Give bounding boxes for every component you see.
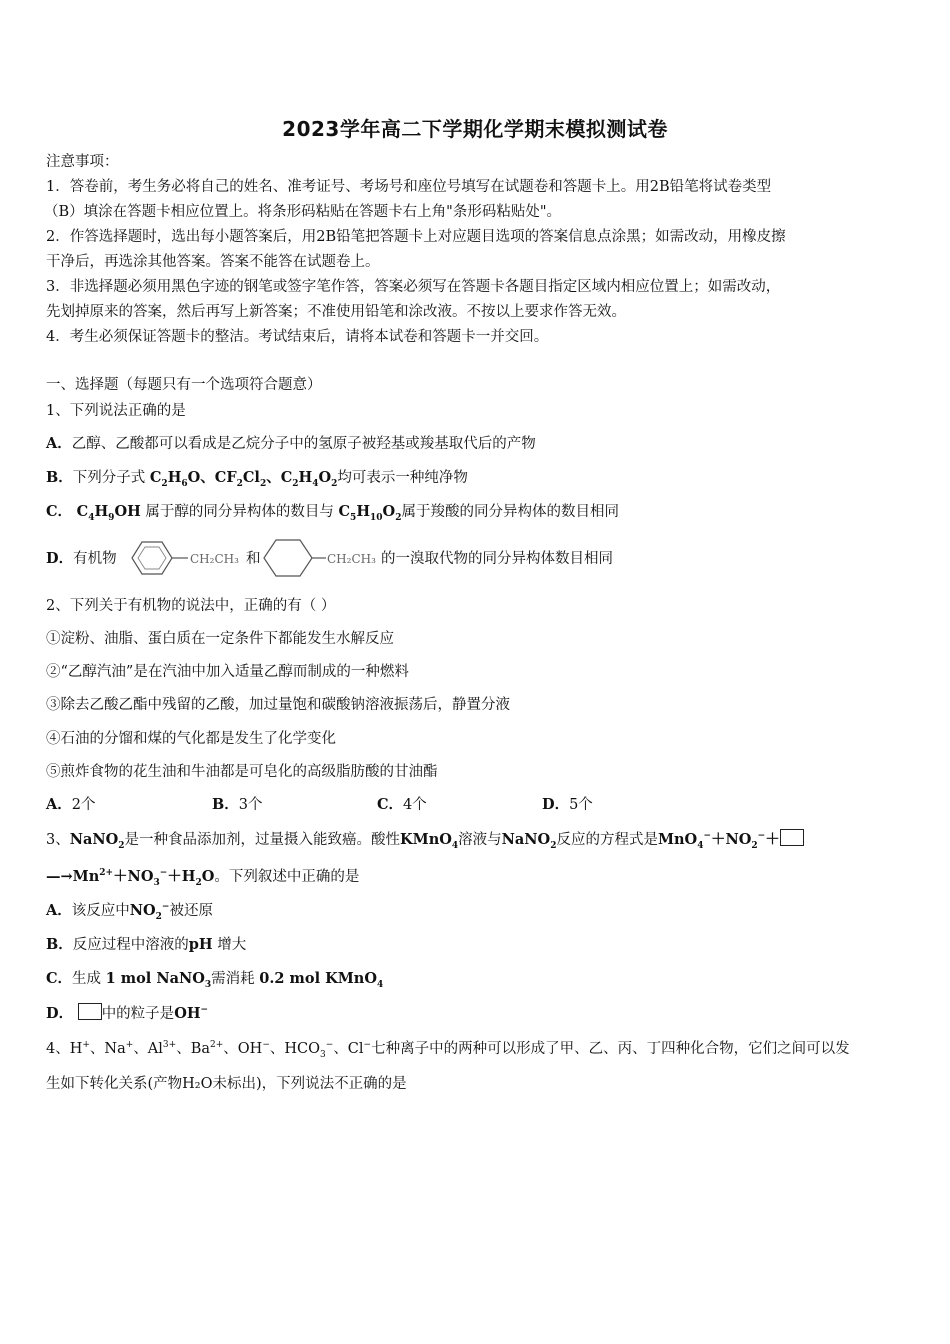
ethyl-label: CH₂CH₃ — [327, 552, 376, 566]
q4-stem-line1: 4、H+、Na+、$Al^{3+}$、$Ba^{2+}$、OH−、$HCO_3^-$、Cl−七种离子中的两种可以形成了甲、乙、丙、丁四种化合物，它们之间可以发 — [46, 1040, 850, 1060]
q1-d-post: 的一溴取代物的同分异构体数目相同 — [381, 551, 613, 567]
q1-option-b: B．下列分子式 $C_2H_6O$、$CF_2Cl_2$、$C_2H_4O_2$均可表示一种纯净物 — [46, 469, 468, 489]
q2-item: ②“乙醇汽油”是在汽油中加入适量乙醇而制成的一种燃料 — [46, 664, 409, 680]
q3-equation-line: $—\to Mn^{2+}+NO_3^-+H_2O$。下列叙述中正确的是 — [46, 868, 360, 888]
q3-stem: 3、NaNO$_2$是一种食品添加剂，过量摄入能致癌。酸性KMnO$_4$溶液与NaNO$_2$反应的方程式是$MnO_4^-+NO_2^-+$ — [46, 829, 804, 850]
q3-option-c: C．生成 1 mol NaNO$_3$需消耗 0.2 mol KMnO$_4$ — [46, 970, 384, 990]
page-title: 2023学年高二下学期化学期末模拟测试卷 — [282, 117, 668, 141]
q2-stem: 2、下列关于有机物的说法中，正确的有（ ） — [46, 598, 336, 614]
notice-line: 4．考生必须保证答题卡的整洁。考试结束后，请将本试卷和答题卡一并交回。 — [46, 329, 549, 345]
q3-option-b: B．反应过程中溶液的pH 增大 — [46, 936, 247, 953]
ethylcyclohexane-structure — [262, 536, 382, 580]
q1-option-c: C． $C_4H_9OH$ 属于醇的同分异构体的数目与 $C_5H_{10}O_2$属于羧酸的同分异构体的数目相同 — [46, 503, 619, 523]
q2-item: ③除去乙酸乙酯中残留的乙酸，加过量饱和碳酸钠溶液振荡后，静置分液 — [46, 697, 510, 713]
q2-option-d: D．5个 — [542, 796, 593, 813]
notice-heading: 注意事项： — [46, 154, 119, 170]
q2-item: ①淀粉、油脂、蛋白质在一定条件下都能发生水解反应 — [46, 631, 394, 647]
notice-line: （B）填涂在答题卡相应位置上。将条形码粘贴在答题卡右上角"条形码粘贴处"。 — [44, 204, 561, 220]
notice-line: 先划掉原来的答案，然后再写上新答案；不准使用铅笔和涂改液。不按以上要求作答无效。 — [46, 304, 626, 320]
q2-item: ④石油的分馏和煤的气化都是发生了化学变化 — [46, 731, 336, 747]
answer-blank-box — [78, 1003, 102, 1020]
notice-line: 3．非选择题必须用黑色字迹的钢笔或签字笔作答，答案必须写在答题卡各题目指定区域内相应位置上；如需改动， — [46, 279, 781, 295]
notice-line: 2．作答选择题时，选出每小题答案后，用2B铅笔把答题卡上对应题目选项的答案信息点涂黑；如需改动，用橡皮擦 — [46, 229, 786, 245]
q3-option-a: A．该反应中$NO_2^-$被还原 — [46, 902, 213, 922]
notice-line: 干净后，再选涂其他答案。答案不能答在试题卷上。 — [46, 254, 380, 270]
ethyl-label: CH₂CH₃ — [190, 552, 239, 566]
section-heading: 一、选择题（每题只有一个选项符合题意） — [46, 377, 322, 393]
q1-stem: 1、下列说法正确的是 — [46, 403, 186, 419]
q2-option-b: B．3个 — [212, 796, 263, 813]
notice-line: 1．答卷前，考生务必将自己的姓名、准考证号、考场号和座位号填写在试题卷和答题卡上。用2B铅笔将试卷类型 — [46, 179, 772, 195]
q3-option-d: D． 中的粒子是OH− — [46, 1005, 209, 1022]
q2-option-a: A．2个 — [46, 796, 96, 813]
answer-blank-box — [780, 829, 804, 846]
q2-option-c: C．4个 — [377, 796, 427, 813]
q1-option-a: A．乙醇、乙酸都可以看成是乙烷分子中的氢原子被羟基或羧基取代后的产物 — [46, 435, 536, 452]
q2-item: ⑤煎炸食物的花生油和牛油都是可皂化的高级脂肪酸的甘油酯 — [46, 764, 438, 780]
q4-stem-line2: 生如下转化关系(产物H₂O未标出)，下列说法不正确的是 — [46, 1076, 407, 1092]
q1-option-d: D．有机物 — [46, 550, 117, 567]
ethylbenzene-structure — [128, 538, 246, 578]
q1-d-and: 和 — [246, 551, 261, 567]
